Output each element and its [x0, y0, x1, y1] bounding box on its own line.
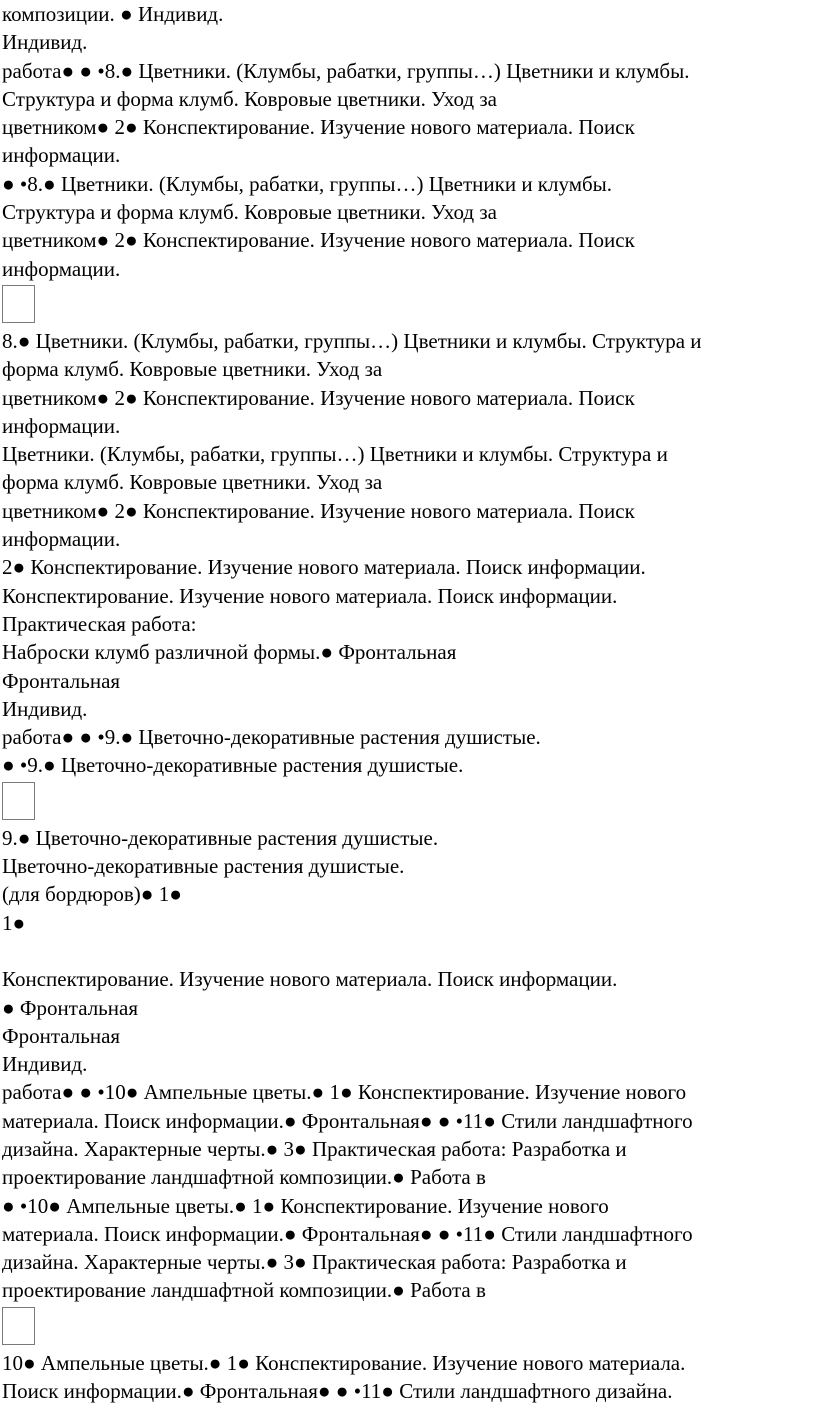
text-line: композиции. ● Индивид. [2, 2, 224, 26]
text-line: цветником● 2● Конспектирование. Изучение нового материала. Поиск [2, 385, 635, 410]
text-line: Конспектирование. Изучение нового материала. Поиск информации. [2, 583, 618, 608]
text-line: цветником● 2● Конспектирование. Изучение нового материала. Поиск [2, 498, 635, 523]
text-line: 2● Конспектирование. Изучение нового материала. Поиск информации. [2, 555, 646, 580]
text-line: форма клумб. Ковровые цветники. Уход за [2, 357, 383, 382]
image-placeholder-box [2, 782, 35, 820]
text-line: Структура и форма клумб. Ковровые цветники. Уход за [2, 200, 497, 225]
text-line: 10● Ампельные цветы.● 1● Конспектирование. Изучение нового материала. [2, 1350, 686, 1375]
text-line: Индивид. [2, 696, 88, 721]
image-placeholder-box [2, 285, 35, 323]
text-line: 1● [2, 910, 26, 935]
text-line: информации. [2, 143, 121, 168]
text-line: информации. [2, 527, 121, 552]
text-line: дизайна. Характерные черты.● 3● Практическая работа: Разработка и [2, 1250, 627, 1275]
text-line: ● •9.● Цветочно-декоративные растения душистые. [2, 753, 464, 778]
document-body [2, 0, 814, 1405]
text-line: работа● ● •10● Ампельные цветы.● 1● Конспектирование. Изучение нового [2, 1080, 687, 1105]
text-line: цветником● 2● Конспектирование. Изучение нового материала. Поиск [2, 115, 635, 140]
text-line: Поиск информации.● Фронтальная● ● •11● Стили ландшафтного дизайна. [2, 1379, 673, 1404]
text-line: информации. [2, 256, 121, 281]
text-line: (для бордюров)● 1● [2, 882, 182, 907]
text-line: Практическая работа: [2, 611, 197, 636]
text-line: цветником● 2● Конспектирование. Изучение нового материала. Поиск [2, 228, 635, 253]
text-line: Цветники. (Клумбы, рабатки, группы…) Цветники и клумбы. Структура и [2, 442, 668, 467]
text-line: дизайна. Характерные черты.● 3● Практическая работа: Разработка и [2, 1136, 627, 1161]
text-line: работа● ● •9.● Цветочно-декоративные растения душистые. [2, 725, 541, 750]
text-line: материала. Поиск информации.● Фронтальная● ● •11● Стили ландшафтного [2, 1221, 693, 1246]
image-placeholder-box [2, 1307, 35, 1345]
text-line: Фронтальная [2, 1023, 121, 1048]
text-line: работа● ● •8.● Цветники. (Клумбы, рабатки, группы…) Цветники и клумбы. [2, 58, 690, 83]
blank-line [2, 937, 814, 965]
text-line: ● •10● Ампельные цветы.● 1● Конспектирование. Изучение нового [2, 1193, 609, 1218]
text-line: Фронтальная [2, 668, 121, 693]
text-line: Цветочно-декоративные растения душистые. [2, 854, 405, 879]
text-line: ● •8.● Цветники. (Клумбы, рабатки, группы…) Цветники и клумбы. [2, 171, 613, 196]
text-line: Индивид. [2, 30, 88, 55]
text-line: Конспектирование. Изучение нового материала. Поиск информации. [2, 967, 618, 992]
text-line: Индивид. [2, 1052, 88, 1077]
text-line: проектирование ландшафтной композиции.● Работа в [2, 1278, 486, 1303]
text-line: Структура и форма клумб. Ковровые цветники. Уход за [2, 86, 497, 111]
text-line: Наброски клумб различной формы.● Фронтальная [2, 640, 457, 665]
text-line: 9.● Цветочно-декоративные растения душистые. [2, 825, 439, 850]
text-line: проектирование ландшафтной композиции.● Работа в [2, 1165, 486, 1190]
text-line: материала. Поиск информации.● Фронтальная● ● •11● Стили ландшафтного [2, 1108, 693, 1133]
text-line: информации. [2, 413, 121, 438]
text-line: 8.● Цветники. (Клумбы, рабатки, группы…) Цветники и клумбы. Структура и [2, 328, 702, 353]
text-line: ● Фронтальная [2, 995, 138, 1020]
text-line: форма клумб. Ковровые цветники. Уход за [2, 470, 383, 495]
